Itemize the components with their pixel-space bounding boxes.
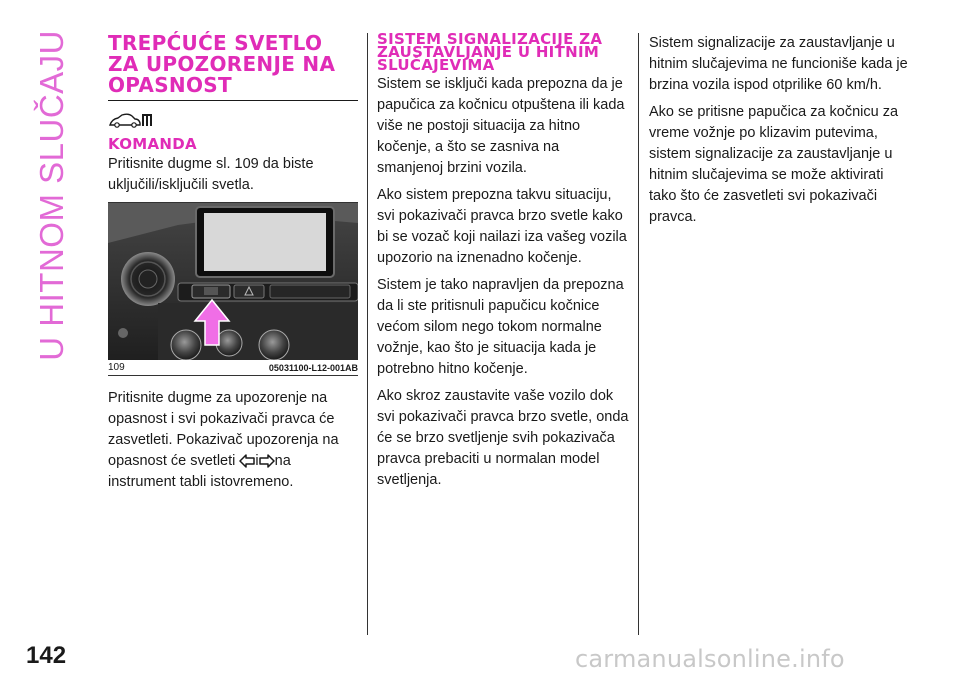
- paragraph: Sistem je tako napravljen da prepozna da li ste pritisnuli papučicu kočnice većom silom nego tokom normalne vožnje, kao što je situacija kada je potrebno hitno kočenje.: [377, 277, 624, 377]
- paragraph: Ako se pritisne papučica za kočnicu za vreme vožnje po klizavim putevima, sistem signalizacije za zaustavljanje u hitnim slučajevima se može aktivirati tako što će zasvetleti svi pokazivači pravca.: [649, 104, 899, 225]
- column-right: [649, 33, 909, 234]
- page-number: 142: [26, 642, 67, 669]
- chapter-title: U HITNOM SLUČAJU: [33, 30, 70, 361]
- paragraph-hazard-button: [108, 388, 358, 493]
- section-heading-hazard-lights: TREPĆUĆE SVETLO ZA UPOZORENJE NA OPASNOST: [108, 33, 358, 101]
- dashboard-illustration: [108, 203, 358, 360]
- paragraph-hazard-text-3: na instrument tabli istovremeno.: [108, 453, 294, 490]
- chapter-side-tab: [22, 30, 82, 361]
- dashboard-photo: [108, 202, 358, 360]
- vehicle-variant-icon: [108, 111, 154, 129]
- paragraph: Sistem signalizacije za zaustavljanje u hitnim slučajevima ne funcioniše kada je brzina vozila ispod otprilike 60 km/h.: [649, 35, 908, 93]
- column-left: [108, 33, 358, 499]
- watermark: carmanualsonline.info: [575, 645, 845, 673]
- figure-caption: [108, 360, 358, 376]
- paragraph-hazard-text-2: i: [255, 453, 259, 469]
- column-divider-1: [367, 33, 368, 635]
- figure-code: 05031100-L12-001AB: [268, 362, 358, 373]
- figure-109: [108, 202, 358, 376]
- subheading-command: KOMANDA: [108, 135, 197, 153]
- column-middle: [377, 30, 629, 497]
- paragraph-command: Pritisnite dugme sl. 109 da biste uključili/isključili svetla.: [108, 156, 314, 193]
- paragraph: Ako sistem prepozna takvu situaciju, svi pokazivači pravca brzo svetle kako bi se vozač koji nailazi iza vašeg vozila upozorio na iznenadno kočenje.: [377, 187, 627, 266]
- vehicle-variant-row: [108, 105, 358, 135]
- paragraph-hazard-text-1: Pritisnite dugme za upozorenje na opasnost i svi pokazivači pravca će zasvetleti. Pokazivač upozorenja na opasnost će svetleti: [108, 390, 339, 469]
- paragraph: Ako skroz zaustavite vaše vozilo dok svi pokazivači pravca brzo svetle, onda će se brzo svetljenje svih pokazivača pravca prebaciti u normalan model svetljenja.: [377, 388, 629, 488]
- figure-number: 109: [108, 362, 125, 373]
- section-heading-emergency-stop-signal: SISTEM SIGNALIZACIJE ZA ZAUSTAVLJANJE U HITNIM SLUČAJEVIMA: [377, 30, 603, 74]
- column-divider-2: [638, 33, 639, 635]
- turn-right-indicator-icon: [259, 454, 275, 468]
- turn-left-indicator-icon: [239, 454, 255, 468]
- paragraph: Sistem se isključi kada prepozna da je papučica za kočnicu otpuštena ili kada više ne postoji situacija za hitno kočenje, a što se zasniva na smanjenoj brzini vozila.: [377, 76, 625, 176]
